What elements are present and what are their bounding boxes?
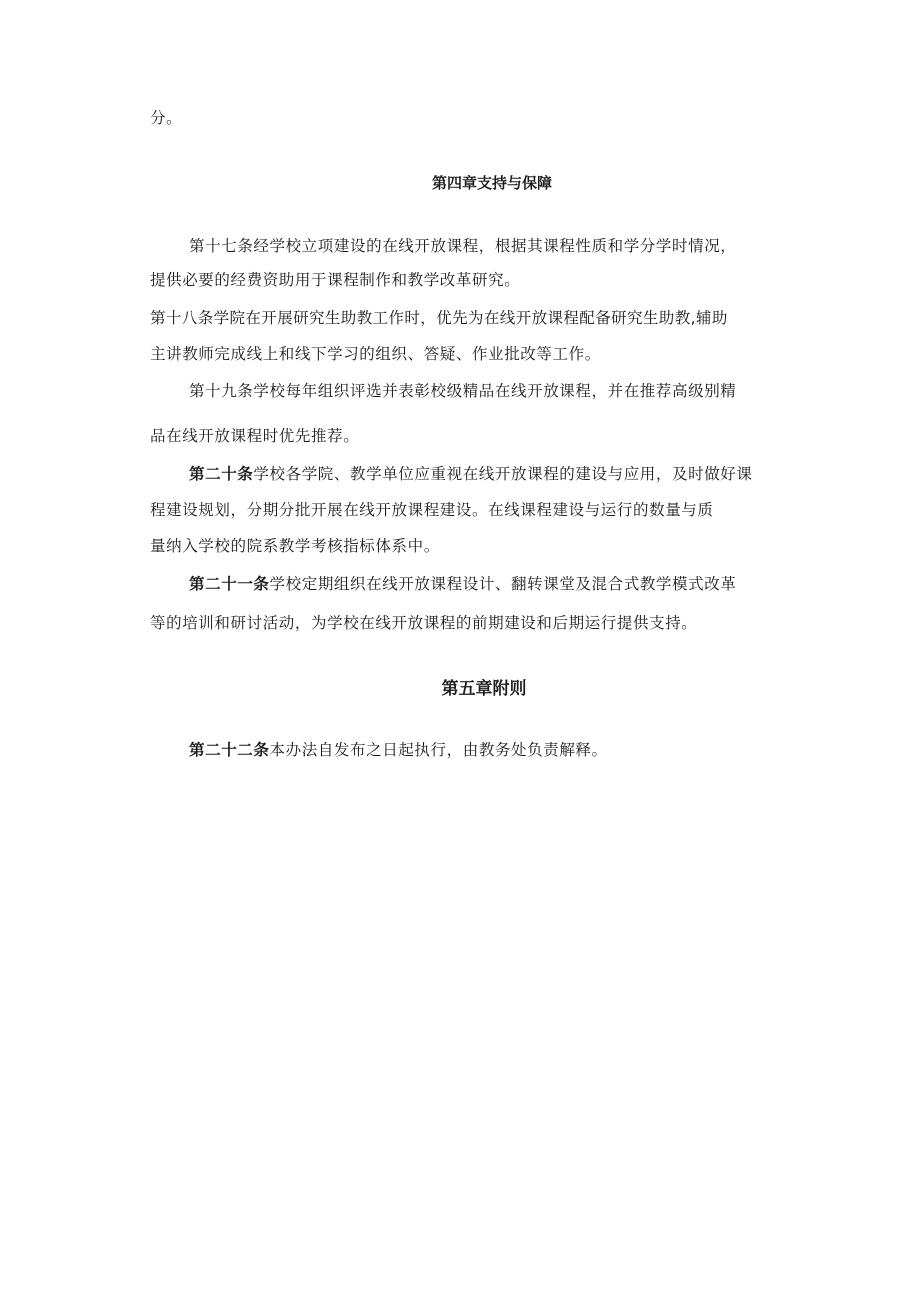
- article-17-line-1: 第十七条经学校立项建设的在线开放课程，根据其课程性质和学分学时情况，: [189, 237, 737, 255]
- article-21-label: 第二十一条: [189, 575, 270, 593]
- chapter-5-heading: 第五章附则: [441, 679, 527, 699]
- article-18-line-2: 主讲教师完成线上和线下学习的组织、答疑、作业批改等工作。: [150, 345, 601, 363]
- article-20-line-1: [189, 464, 753, 484]
- article-17-line-2: 提供必要的经费资助用于课程制作和教学改革研究。: [150, 271, 521, 289]
- article-20-line-3: 量纳入学校的院系教学考核指标体系中。: [150, 537, 440, 555]
- paragraph-tail: 分。: [150, 109, 183, 127]
- article-18-line-1: 第十八条学院在开展研究生助教工作时，优先为在线开放课程配备研究生助教,辅助: [150, 309, 728, 327]
- article-21-line-1: [189, 574, 736, 594]
- article-22-label: 第二十二条: [189, 741, 270, 759]
- article-22-text: 本办法自发布之日起执行，由教务处负责解释。: [269, 741, 608, 759]
- article-21-line-2: 等的培训和研讨活动，为学校在线开放课程的前期建设和后期运行提供支持。: [150, 614, 698, 632]
- article-20-text: 学校各学院、教学单位应重视在线开放课程的建设与应用，及时做好课: [253, 465, 753, 483]
- article-21-text: 学校定期组织在线开放课程设计、翻转课堂及混合式教学模式改革: [269, 575, 737, 593]
- article-20-line-2: 程建设规划，分期分批开展在线开放课程建设。在线课程建设与运行的数量与质: [150, 501, 714, 519]
- article-22-line-1: [189, 740, 608, 760]
- chapter-4-heading: 第四章支持与保障: [431, 174, 552, 192]
- article-19-line-1: 第十九条学校每年组织评选并表彰校级精品在线开放课程，并在推荐高级别精: [189, 382, 737, 400]
- article-19-line-2: 品在线开放课程时优先推荐。: [150, 427, 360, 445]
- article-20-label: 第二十条: [189, 465, 254, 483]
